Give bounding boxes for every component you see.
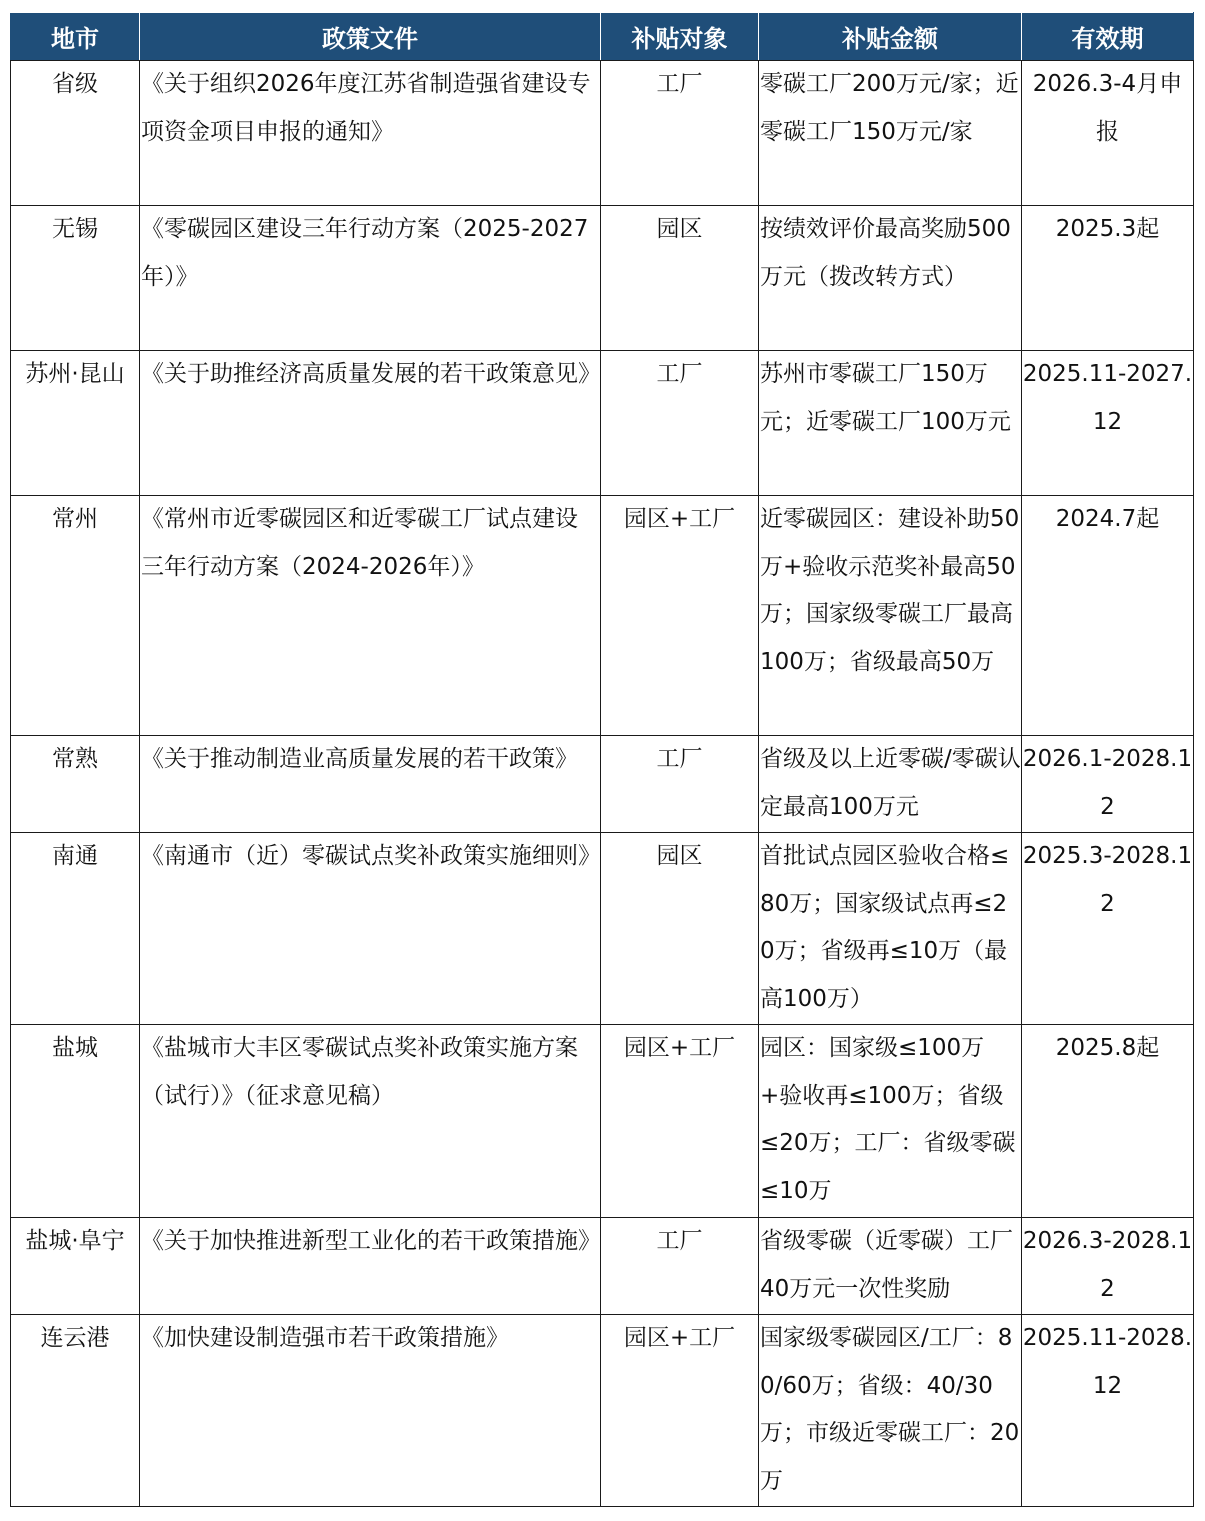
header-target: 补贴对象 (601, 13, 759, 61)
cell-target: 工厂 (601, 1218, 759, 1315)
cell-target: 园区 (601, 206, 759, 351)
cell-period: 2025.11-2027.12 (1022, 351, 1194, 496)
cell-amount: 国家级零碳园区/工厂：80/60万；省级：40/30万；市级近零碳工厂：20万 (759, 1315, 1022, 1507)
header-city: 地市 (11, 13, 140, 61)
cell-city: 苏州·昆山 (11, 351, 140, 496)
cell-policy: 《零碳园区建设三年行动方案（2025-2027年）》 (140, 206, 601, 351)
cell-policy: 《加快建设制造强市若干政策措施》 (140, 1315, 601, 1507)
cell-city: 无锡 (11, 206, 140, 351)
cell-policy: 《关于助推经济高质量发展的若干政策意见》 (140, 351, 601, 496)
cell-target: 园区+工厂 (601, 496, 759, 736)
header-policy: 政策文件 (140, 13, 601, 61)
cell-period: 2026.3-4月申报 (1022, 61, 1194, 206)
cell-city: 常熟 (11, 736, 140, 833)
cell-amount: 零碳工厂200万元/家；近零碳工厂150万元/家 (759, 61, 1022, 206)
subsidy-policy-table (10, 12, 1194, 1507)
cell-target: 工厂 (601, 351, 759, 496)
cell-period: 2026.1-2028.12 (1022, 736, 1194, 833)
table-row (11, 833, 1194, 1025)
cell-policy: 《关于推动制造业高质量发展的若干政策》 (140, 736, 601, 833)
cell-city: 盐城 (11, 1025, 140, 1218)
cell-period: 2025.3起 (1022, 206, 1194, 351)
cell-city: 南通 (11, 833, 140, 1025)
cell-period: 2025.3-2028.12 (1022, 833, 1194, 1025)
cell-amount: 首批试点园区验收合格≤80万；国家级试点再≤20万；省级再≤10万（最高100万） (759, 833, 1022, 1025)
cell-period: 2026.3-2028.12 (1022, 1218, 1194, 1315)
cell-amount: 按绩效评价最高奖励500万元（拨改转方式） (759, 206, 1022, 351)
cell-policy: 《关于组织2026年度江苏省制造强省建设专项资金项目申报的通知》 (140, 61, 601, 206)
cell-amount: 园区：国家级≤100万+验收再≤100万；省级≤20万；工厂：省级零碳≤10万 (759, 1025, 1022, 1218)
table-row (11, 1025, 1194, 1218)
cell-amount: 省级零碳（近零碳）工厂40万元一次性奖励 (759, 1218, 1022, 1315)
cell-amount: 近零碳园区：建设补助50万+验收示范奖补最高50万；国家级零碳工厂最高100万；省级最高50万 (759, 496, 1022, 736)
cell-city: 连云港 (11, 1315, 140, 1507)
table-row (11, 351, 1194, 496)
cell-target: 工厂 (601, 736, 759, 833)
table-row (11, 1218, 1194, 1315)
cell-policy: 《关于加快推进新型工业化的若干政策措施》 (140, 1218, 601, 1315)
cell-period: 2024.7起 (1022, 496, 1194, 736)
cell-target: 园区+工厂 (601, 1315, 759, 1507)
cell-city: 省级 (11, 61, 140, 206)
table-row (11, 1315, 1194, 1507)
cell-amount: 苏州市零碳工厂150万元；近零碳工厂100万元 (759, 351, 1022, 496)
table-row (11, 206, 1194, 351)
table-row (11, 61, 1194, 206)
cell-city: 盐城·阜宁 (11, 1218, 140, 1315)
table-body (11, 61, 1194, 1507)
cell-target: 工厂 (601, 61, 759, 206)
table-row (11, 496, 1194, 736)
table-row (11, 736, 1194, 833)
table-header (11, 13, 1194, 61)
header-period: 有效期 (1022, 13, 1194, 61)
cell-target: 园区+工厂 (601, 1025, 759, 1218)
cell-policy: 《盐城市大丰区零碳试点奖补政策实施方案（试行）》（征求意见稿） (140, 1025, 601, 1218)
header-row (11, 13, 1194, 61)
cell-period: 2025.11-2028.12 (1022, 1315, 1194, 1507)
header-amount: 补贴金额 (759, 13, 1022, 61)
cell-policy: 《南通市（近）零碳试点奖补政策实施细则》 (140, 833, 601, 1025)
cell-period: 2025.8起 (1022, 1025, 1194, 1218)
cell-city: 常州 (11, 496, 140, 736)
cell-target: 园区 (601, 833, 759, 1025)
cell-amount: 省级及以上近零碳/零碳认定最高100万元 (759, 736, 1022, 833)
cell-policy: 《常州市近零碳园区和近零碳工厂试点建设三年行动方案（2024-2026年）》 (140, 496, 601, 736)
